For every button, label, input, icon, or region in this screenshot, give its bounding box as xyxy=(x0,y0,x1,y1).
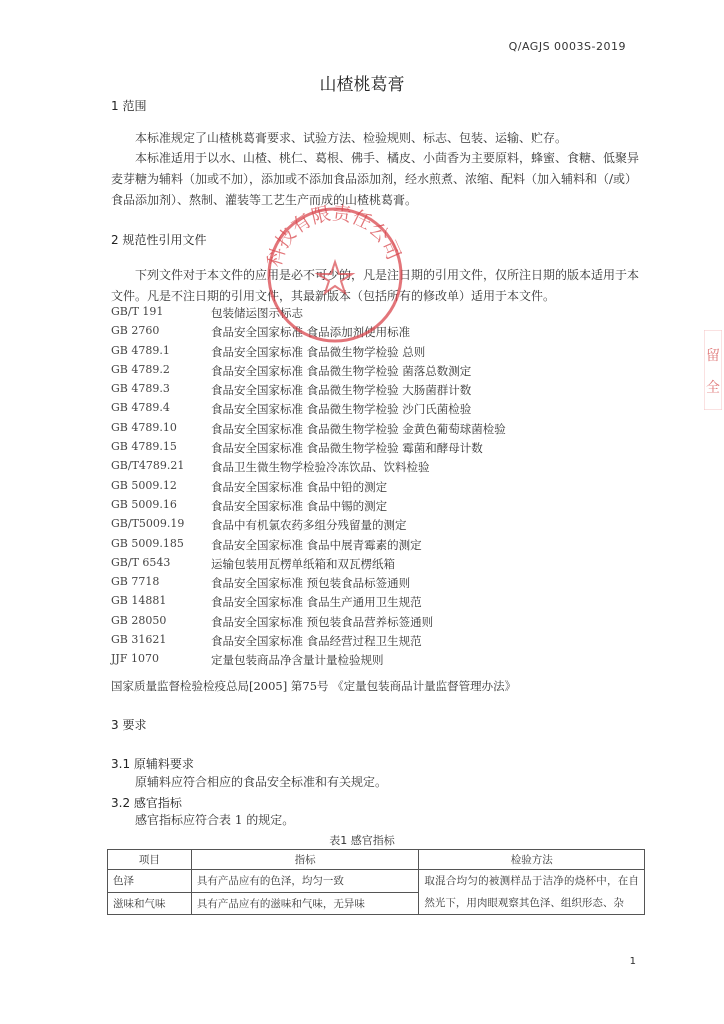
reference-row xyxy=(111,614,651,633)
reference-name: 食品安全国家标准 食品经营过程卫生规范 xyxy=(211,634,422,649)
reference-name: 食品安全国家标准 食品中铅的测定 xyxy=(211,479,388,494)
table-caption: 表1 感官指标 xyxy=(329,834,395,847)
edge-char-1: 留 xyxy=(706,348,720,364)
reference-row xyxy=(111,382,651,401)
section-1-heading: 1 范围 xyxy=(111,99,147,113)
table-cell-spec: 具有产品应有的滋味和气味，无异味 xyxy=(191,892,419,915)
reference-row xyxy=(111,594,651,613)
reference-name: 食品安全国家标准 食品微生物学检验 大肠菌群计数 xyxy=(211,383,472,398)
reference-name: 食品中有机氯农药多组分残留量的测定 xyxy=(211,518,407,533)
reference-name: 食品卫生微生物学检验冷冻饮品、饮料检验 xyxy=(211,460,430,475)
reference-code: GB 4789.1 xyxy=(111,343,170,357)
reference-row xyxy=(111,556,651,575)
svg-text:科技有限责任公司 xyxy=(263,202,404,269)
reference-row xyxy=(111,363,651,382)
reference-code: GB 5009.185 xyxy=(111,536,184,550)
scope-paragraph-1: 本标准规定了山楂桃葛膏要求、试验方法、检验规则、标志、包装、运输、贮存。 xyxy=(135,131,568,145)
table-header-row xyxy=(108,850,645,870)
section-3-1-text: 原辅料应符合相应的食品安全标准和有关规定。 xyxy=(135,775,388,789)
scope-paragraph-2: 本标准适用于以水、山楂、桃仁、葛根、佛手、橘皮、小茴香为主要原料，蜂蜜、食糖、低聚异麦芽糖为辅料（加或不加），添加或不添加食品添加剂，经水煎煮、浓缩、配料（加入辅料和（/或）食品添加剂）、熬制、灌装等工艺生产而成的山楂桃葛膏。 xyxy=(111,151,640,207)
reference-name: 食品安全国家标准 食品中锡的测定 xyxy=(211,498,388,513)
reference-code: GB 31621 xyxy=(111,633,167,647)
seal-text: 科技有限责任公司 xyxy=(263,202,405,270)
reference-row xyxy=(111,440,651,459)
reference-name: 运输包装用瓦楞单纸箱和双瓦楞纸箱 xyxy=(211,556,395,571)
reference-name: 食品安全国家标准 食品中展青霉素的测定 xyxy=(211,537,422,552)
page-edge-mark xyxy=(704,330,722,410)
reference-row xyxy=(111,498,651,517)
reference-code: GB 28050 xyxy=(111,613,167,627)
section-3-heading: 3 要求 xyxy=(111,718,147,732)
table-cell-item: 滋味和气味 xyxy=(108,892,192,915)
reference-code: GB 4789.15 xyxy=(111,440,177,454)
reference-code: GB 14881 xyxy=(111,594,167,608)
section-3-2-heading: 3.2 感官指标 xyxy=(111,796,182,810)
reference-code: GB/T4789.21 xyxy=(111,459,185,473)
reference-code: GB/T 6543 xyxy=(111,555,171,569)
reference-code: GB/T 191 xyxy=(111,305,164,318)
reference-row xyxy=(111,537,651,556)
section-2-heading: 2 规范性引用文件 xyxy=(111,233,207,247)
reference-name: 包装储运图示标志 xyxy=(211,306,303,320)
decree-reference: 国家质量监督检验检疫总局[2005] 第75号 《定量包装商品计量监督管理办法》 xyxy=(111,679,517,693)
table-header-cell: 项目 xyxy=(108,850,192,870)
reference-name: 食品安全国家标准 预包装食品营养标签通则 xyxy=(211,614,434,629)
table-header-cell: 检验方法 xyxy=(419,850,645,870)
reference-name: 食品安全国家标准 食品微生物学检验 沙门氏菌检验 xyxy=(211,402,472,417)
reference-name: 食品安全国家标准 食品微生物学检验 总则 xyxy=(211,344,426,359)
reference-code: GB 5009.16 xyxy=(111,497,177,511)
reference-name: 定量包装商品净含量计量检验规则 xyxy=(211,653,384,668)
table-cell-spec: 具有产品应有的色泽，均匀一致 xyxy=(191,870,419,893)
table-header-cell: 指标 xyxy=(191,850,419,870)
sensory-table xyxy=(107,849,645,915)
reference-row xyxy=(111,633,651,652)
table-row xyxy=(108,870,645,893)
reference-row xyxy=(111,421,651,440)
table-cell-item: 色泽 xyxy=(108,870,192,893)
section-3-1-heading: 3.1 原辅料要求 xyxy=(111,757,194,771)
reference-name: 食品安全国家标准 预包装食品标签通则 xyxy=(211,576,411,591)
reference-code: GB 7718 xyxy=(111,575,160,589)
reference-name: 食品安全国家标准 食品生产通用卫生规范 xyxy=(211,595,422,610)
document-title: 山楂桃葛膏 xyxy=(319,75,405,95)
reference-code: GB/T5009.19 xyxy=(111,517,185,531)
reference-code: GB 4789.3 xyxy=(111,382,170,396)
reference-row xyxy=(111,517,651,536)
reference-name: 食品安全国家标准 食品微生物学检验 金黄色葡萄球菌检验 xyxy=(211,421,506,436)
reference-row xyxy=(111,479,651,498)
reference-name: 食品安全国家标准 食品微生物学检验 霉菌和酵母计数 xyxy=(211,441,483,456)
reference-row xyxy=(111,401,651,420)
reference-row xyxy=(111,652,651,671)
reference-code: GB 5009.12 xyxy=(111,478,177,492)
normative-intro: 下列文件对于本文件的应用是必不可少的，凡是注日期的引用文件，仅所注日期的版本适用于本文件。凡是不注日期的引用文件，其最新版本（包括所有的修改单）适用于本文件。 xyxy=(111,268,640,303)
section-3-2-text: 感官指标应符合表 1 的规定。 xyxy=(135,813,295,827)
reference-code: GB 4789.4 xyxy=(111,401,170,415)
standard-code: Q/AGJS 0003S-2019 xyxy=(508,40,626,53)
reference-code: GB 4789.10 xyxy=(111,420,177,434)
reference-name: 食品安全国家标准 食品微生物学检验 菌落总数测定 xyxy=(211,363,472,378)
reference-list xyxy=(111,305,651,672)
page-number: 1 xyxy=(629,956,636,967)
edge-char-2: 全 xyxy=(706,380,720,396)
table-cell-method: 取混合均匀的被测样品于洁净的烧杯中，在自然光下，用肉眼观察其色泽、组织形态、杂 xyxy=(419,870,645,915)
reference-row xyxy=(111,575,651,594)
company-seal-stamp xyxy=(255,190,415,350)
reference-name: 食品安全国家标准 食品添加剂使用标准 xyxy=(211,325,411,340)
reference-row xyxy=(111,459,651,478)
reference-code: GB 2760 xyxy=(111,324,160,338)
reference-code: JJF 1070 xyxy=(111,652,159,666)
reference-code: GB 4789.2 xyxy=(111,362,170,376)
